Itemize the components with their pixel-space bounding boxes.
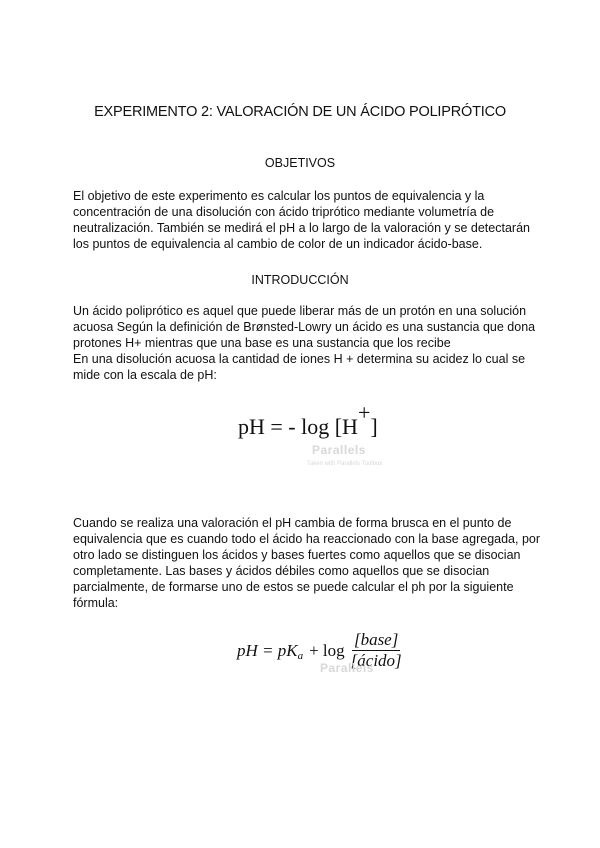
document-title: EXPERIMENTO 2: VALORACIÓN DE UN ÁCIDO POLIPRÓTICO bbox=[94, 104, 506, 120]
superscript-plus: + bbox=[357, 400, 371, 425]
watermark-brand: Parallels bbox=[312, 443, 366, 457]
paragraph-line: parcialmente, de formarse uno de estos se puede calcular el ph por la siguiente bbox=[73, 580, 514, 594]
paragraph-line: En una disolución acuosa la cantidad de iones H + determina su acidez lo cual se bbox=[73, 352, 526, 366]
paragraph-line: concentración de una disolución con ácido triprótico mediante volumetría de bbox=[73, 205, 495, 219]
objetivos-heading: OBJETIVOS bbox=[264, 156, 336, 170]
paragraph-line: mide con la escala de pH: bbox=[73, 368, 217, 382]
paragraph-line: fórmula: bbox=[73, 596, 119, 610]
paragraph-line: Un ácido poliprótico es aquel que puede liberar más de un protón en una solución bbox=[73, 304, 527, 318]
paragraph-line: neutralización. También se medirá el pH a lo largo de la valoración y se detectarán bbox=[73, 221, 530, 235]
watermark-brand-2: Parallels bbox=[320, 661, 374, 675]
paragraph-line: otro lado se distinguen los ácidos y bases fuertes como aquellos que se disocian bbox=[73, 548, 521, 562]
fraction-denominator: [ácido] bbox=[350, 651, 402, 670]
ph-formula: pH = - log [H+] bbox=[238, 400, 378, 439]
valoracion-paragraph bbox=[73, 515, 541, 611]
fraction-numerator: [base] bbox=[353, 630, 399, 649]
henderson-formula: pH = pK a + log $\frac{\text{[base]}}{\text{[ácido]}}$ bbox=[237, 630, 402, 670]
paragraph-line: protones H+ mientras que una base es una sustancia que los recibe bbox=[73, 336, 451, 350]
paragraph-line: equivalencia que es cuando todo el ácido ha reaccionado con la base agregada, por bbox=[73, 532, 541, 546]
objetivos-paragraph bbox=[73, 188, 533, 252]
paragraph-line: completamente. Las bases y ácidos débiles como aquellos que se disocian bbox=[73, 564, 490, 578]
watermark-tagline: Taken with Parallels Toolbox bbox=[307, 461, 383, 467]
paragraph-line: acuosa Según la definición de Brønsted-Lowry un ácido es una sustancia que dona bbox=[73, 320, 536, 334]
paragraph-line: Cuando se realiza una valoración el pH cambia de forma brusca en el punto de bbox=[73, 516, 512, 530]
paragraph-line: El objetivo de este experimento es calcular los puntos de equivalencia y la bbox=[73, 189, 485, 203]
introduccion-heading: INTRODUCCIÓN bbox=[251, 273, 349, 287]
introduccion-paragraph bbox=[73, 303, 536, 383]
paragraph-line: los puntos de equivalencia al cambio de color de un indicador ácido-base. bbox=[73, 237, 483, 251]
